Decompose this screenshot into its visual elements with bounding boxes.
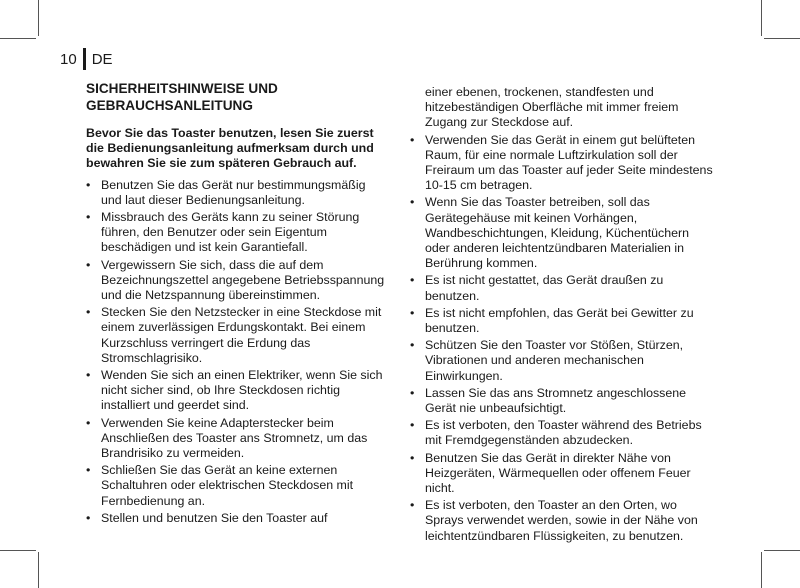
bullet-icon: • [86, 415, 91, 430]
list-item [86, 416, 386, 462]
bullet-icon: • [86, 368, 91, 383]
list-item [86, 368, 386, 414]
list-item [410, 273, 715, 303]
bullet-icon: • [86, 177, 91, 192]
list-item [86, 258, 386, 304]
list-item [410, 133, 715, 194]
list-item-text: Es ist verboten, den Toaster während des Betriebs mit Fremdgegenständen abzudecken. [425, 418, 702, 448]
list-item-text: Schützen Sie den Toaster vor Stößen, Stürzen, Vibrationen und anderen mechanischen Einwirkungen. [425, 338, 684, 383]
crop-mark [38, 0, 39, 36]
bullet-icon: • [410, 385, 415, 400]
right-column [410, 85, 715, 546]
bullet-icon: • [410, 273, 415, 288]
list-item-text: Es ist nicht gestattet, das Gerät draußen zu benutzen. [425, 273, 664, 303]
language-code: DE [91, 50, 113, 68]
bullet-icon: • [410, 338, 415, 353]
list-item-text: Missbrauch des Geräts kann zu seiner Störung führen, den Benutzer oder sein Eigentum beschädigen und ist kein Garantiefall. [101, 210, 360, 255]
list-item-text: Wenden Sie sich an einen Elektriker, wenn Sie sich nicht sicher sind, ob Ihre Steckdosen richtig installiert und geerdet sind. [101, 368, 383, 413]
list-item [410, 386, 715, 416]
crop-mark [38, 552, 39, 588]
bullet-icon: • [410, 450, 415, 465]
bullet-icon: • [410, 418, 415, 433]
bullet-icon: • [86, 305, 91, 320]
bullet-icon: • [86, 463, 91, 478]
crop-mark [761, 552, 762, 588]
list-item [86, 511, 386, 526]
list-item-continuation: einer ebenen, trockenen, standfesten und hitzebeständigen Oberfläche mit immer freiem Zugang zur Steckdose auf. [425, 85, 679, 130]
crop-mark [764, 550, 800, 551]
bullet-icon: • [410, 132, 415, 147]
bullet-list-right [410, 133, 715, 544]
list-item-text: Wenn Sie das Toaster betreiben, soll das Gerätegehäuse mit keinen Vorhängen, Wandbeschichtungen, Kleidung, Küchentüchern oder anderen leichtentzündbaren Materialien in Berührung kommen. [425, 195, 690, 271]
list-item-text: Benutzen Sie das Gerät in direkter Nähe von Heizgeräten, Wärmequellen oder offenem Feuer nicht. [425, 450, 691, 496]
header-divider [83, 48, 86, 70]
list-item-text: Es ist nicht empfohlen, das Gerät bei Gewitter zu benutzen. [425, 305, 694, 336]
list-item [410, 498, 715, 544]
bullet-icon: • [410, 305, 415, 320]
bullet-icon: • [410, 195, 415, 210]
list-item-text: Stecken Sie den Netzstecker in eine Steckdose mit einem zuverlässigen Erdungskontakt. Bei einem Kurzschluss verringert die Erdung das Stromschlagrisiko. [101, 305, 382, 365]
crop-mark [764, 38, 800, 39]
list-item-text: Vergewissern Sie sich, dass die auf dem Bezeichnungszettel angegebene Betriebsspannung und die Netzspannung übereinstimmen. [101, 257, 385, 303]
page-number: 10 [60, 50, 77, 68]
list-item-text: Lassen Sie das ans Stromnetz angeschlossene Gerät nie unbeaufsichtigt. [425, 385, 687, 416]
list-item [410, 338, 715, 384]
list-item-text: Benutzen Sie das Gerät nur bestimmungsmäßig und laut dieser Bedienungsanleitung. [101, 177, 366, 207]
crop-mark [0, 38, 36, 39]
section-title: SICHERHEITSHINWEISE UND GEBRAUCHSANLEITUNG [86, 81, 278, 113]
list-item [86, 210, 386, 256]
list-item [410, 451, 715, 497]
page-header [60, 48, 113, 70]
list-item [410, 195, 715, 271]
list-item [86, 463, 386, 509]
list-item [410, 306, 715, 336]
left-column [86, 80, 386, 528]
list-item [86, 178, 386, 208]
bullet-icon: • [86, 510, 91, 525]
list-item-text: Schließen Sie das Gerät an keine externen Schaltuhren oder elektrischen Steckdosen mit Fernbedienung an. [101, 463, 354, 508]
list-item-text: Verwenden Sie das Gerät in einem gut belüfteten Raum, für eine normale Luftzirkulation soll der Freiraum um das Toaster auf jeder Seite mindestens 10-15 cm betragen. [425, 132, 713, 193]
list-item-text: Stellen und benutzen Sie den Toaster auf [101, 510, 328, 525]
list-item-text: Verwenden Sie keine Adapterstecker beim Anschließen des Toaster ans Stromnetz, um das Brandrisiko zu vermeiden. [101, 415, 368, 461]
bullet-list-left [86, 178, 386, 526]
bullet-icon: • [86, 210, 91, 225]
list-item [410, 418, 715, 448]
list-item-text: Es ist verboten, den Toaster an den Orten, wo Sprays verwendet werden, sowie in der Nähe von leichtentzündbaren Flüssigkeiten, zu benutzen. [425, 498, 698, 543]
bullet-icon: • [86, 257, 91, 272]
list-item [86, 305, 386, 366]
crop-mark [0, 550, 36, 551]
bullet-icon: • [410, 498, 415, 513]
crop-mark [761, 0, 762, 36]
intro-paragraph: Bevor Sie das Toaster benutzen, lesen Sie zuerst die Bedienungsanleitung aufmerksam durch und bewahren Sie sie zum späteren Gebrauch auf. [86, 126, 374, 171]
